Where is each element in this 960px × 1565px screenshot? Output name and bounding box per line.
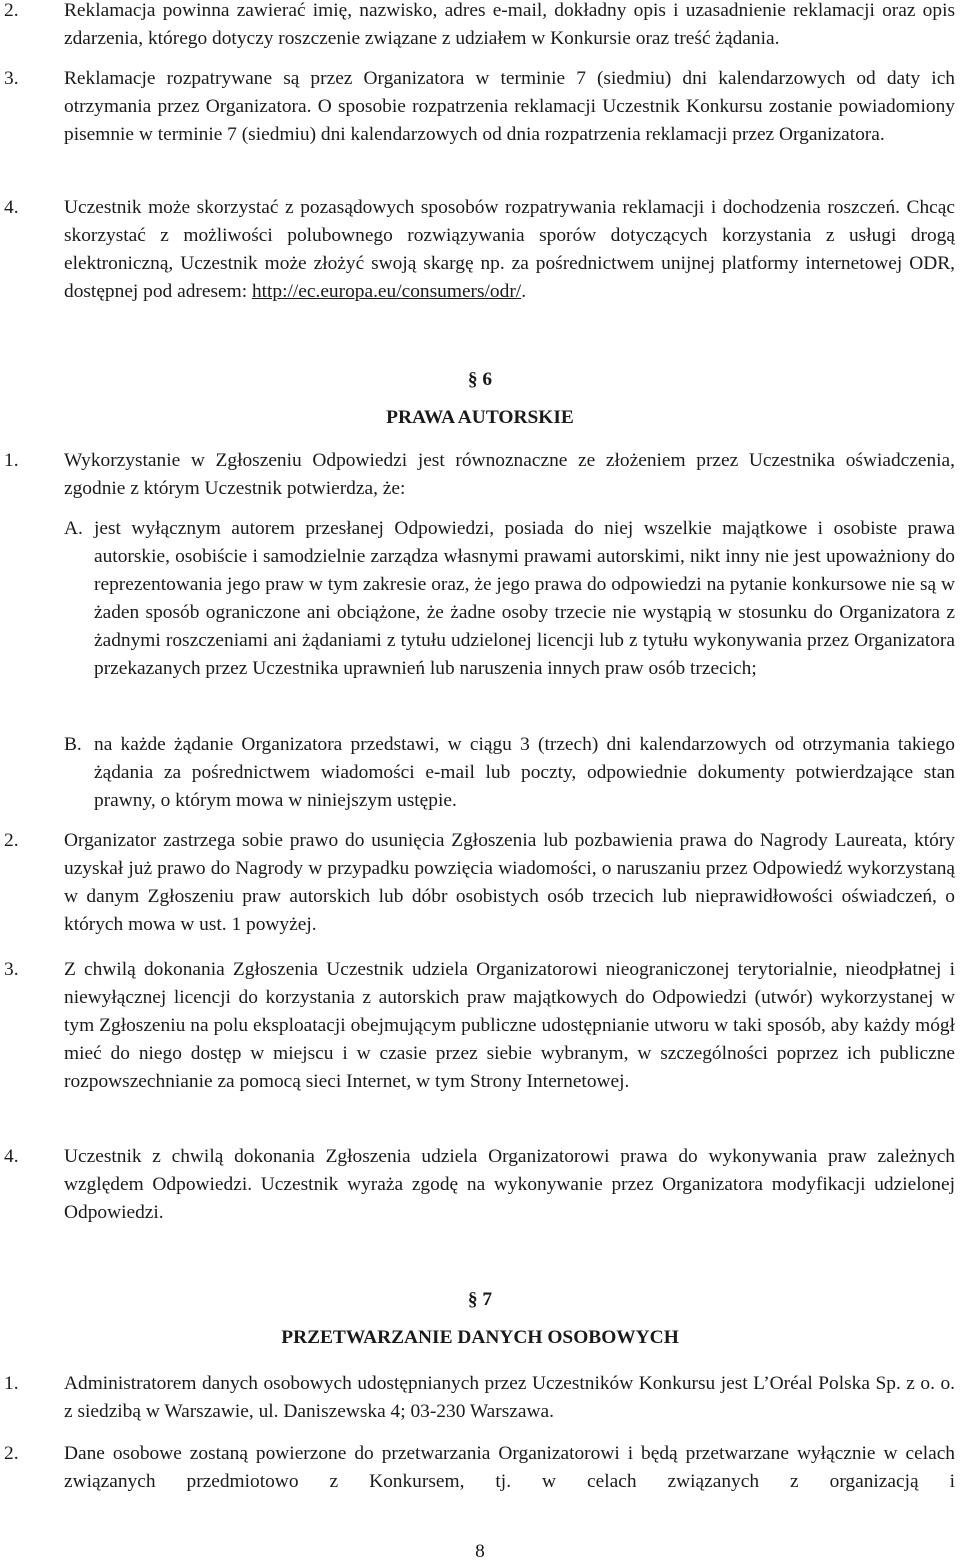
sub-list-item <box>0 731 960 815</box>
item-number: 1. <box>4 450 19 471</box>
section-title: PRZETWARZANIE DANYCH OSOBOWYCH <box>281 1327 679 1348</box>
list-item <box>0 65 960 149</box>
item-text: jest wyłącznym autorem przesłanej Odpowiedzi, posiada do niej wszelkie majątkowe i osobiste prawa autorskie, osobiście i samodzielnie zarządza własnymi prawami autorskimi, nikt inny nie jest upoważniony do reprezentowania jego praw w tym zakresie oraz, że jego prawa do odpowiedzi na pytanie konkursowe nie są w żaden sposób ograniczone ani obciążone, że żadne osoby trzecie nie wystąpią w stosunku do Organizatora z żadnymi roszczeniami ani żądaniami z tytułu udzielonej licencji lub z tytułu wykonywania przez Organizatora przekazanych przez Uczestnika uprawnień lub naruszenia innych praw osób trzecich; <box>94 518 955 679</box>
list-item <box>0 1370 960 1426</box>
item-text: Reklamacja powinna zawierać imię, nazwisko, adres e-mail, dokładny opis i uzasadnienie reklamacji oraz opis zdarzenia, którego dotyczy roszczenie związane z udziałem w Konkursie oraz treść żądania. <box>64 0 955 49</box>
section-number: § 7 <box>467 1289 493 1310</box>
item-text <box>64 194 955 306</box>
item-text: Wykorzystanie w Zgłoszeniu Odpowiedzi jest równoznaczne ze złożeniem przez Uczestnika oświadczenia, zgodnie z którym Uczestnik potwierdza, że: <box>64 450 955 499</box>
item-text-body: Uczestnik może skorzystać z pozasądowych sposobów rozpatrywania reklamacji i dochodzenia roszczeń. Chcąc skorzystać z możliwości polubownego rozwiązywania sporów dotyczących korzystania z usługi drogą elektroniczną, Uczestnik może złożyć swoją skargę np. za pośrednictwem unijnej platformy internetowej ODR, dostępnej pod adresem: <box>64 197 955 302</box>
odr-link[interactable]: http://ec.europa.eu/consumers/odr/ <box>251 281 522 302</box>
section-title: PRAWA AUTORSKIE <box>386 407 574 428</box>
section-number: § 6 <box>467 369 493 390</box>
item-text: na każde żądanie Organizatora przedstawi, w ciągu 3 (trzech) dni kalendarzowych od otrzymania takiego żądania za pośrednictwem wiadomości e-mail lub poczty, odpowiednie dokumenty potwierdzające stan prawny, o którym mowa w niniejszym ustępie. <box>94 734 955 811</box>
item-text: Uczestnik z chwilą dokonania Zgłoszenia udziela Organizatorowi prawa do wykonywania praw zależnych względem Odpowiedzi. Uczestnik wyraża zgodę na wykonywanie przez Organizatora modyfikacji udzielonej Odpowiedzi. <box>64 1146 955 1223</box>
list-item <box>0 1143 960 1227</box>
item-letter: B. <box>64 734 82 755</box>
item-number: 4. <box>4 1146 19 1167</box>
item-text-end: . <box>521 281 527 302</box>
item-number: 2. <box>4 0 19 21</box>
item-text: Reklamacje rozpatrywane są przez Organizatora w terminie 7 (siedmiu) dni kalendarzowych od daty ich otrzymania przez Organizatora. O sposobie rozpatrzenia reklamacji Uczestnik Konkursu zostanie powiadomiony pisemnie w terminie 7 (siedmiu) dni kalendarzowych od dnia rozpatrzenia reklamacji przez Organizatora. <box>64 68 955 145</box>
list-item <box>0 827 960 939</box>
sub-list-item <box>0 515 960 683</box>
list-item <box>0 194 960 306</box>
item-letter: A. <box>64 518 83 539</box>
item-number: 2. <box>4 830 19 851</box>
item-number: 3. <box>4 959 19 980</box>
item-number: 2. <box>4 1443 19 1464</box>
item-text: Administratorem danych osobowych udostępnianych przez Uczestników Konkursu jest L’Oréal Polska Sp. z o. o. z siedzibą w Warszawie, ul. Daniszewska 4; 03-230 Warszawa. <box>64 1373 955 1422</box>
page-number: 8 <box>475 1541 485 1562</box>
item-text: Organizator zastrzega sobie prawo do usunięcia Zgłoszenia lub pozbawienia prawa do Nagrody Laureata, który uzyskał już prawo do Nagrody w przypadku powzięcia wiadomości, o naruszaniu przez Odpowiedź wykorzystaną w danym Zgłoszeniu praw autorskich lub dóbr osobistych osób trzecich lub nieprawidłowości oświadczeń, o których mowa w ust. 1 powyżej. <box>64 830 955 935</box>
item-number: 3. <box>4 68 19 89</box>
item-text: Z chwilą dokonania Zgłoszenia Uczestnik udziela Organizatorowi nieograniczonej terytorialnie, nieodpłatnej i niewyłącznej licencji do korzystania z autorskich praw majątkowych do Odpowiedzi (utwór) wykorzystanej w tym Zgłoszeniu na polu eksploatacji obejmującym publiczne udostępnianie utworu w taki sposób, aby każdy mógł mieć do niego dostęp w miejscu i w czasie przez siebie wybranym, w szczególności poprzez ich publiczne rozpowszechnianie za pomocą sieci Internet, w tym Strony Internetowej. <box>64 959 955 1092</box>
section-heading <box>0 366 960 432</box>
item-number: 4. <box>4 197 19 218</box>
list-item <box>0 1440 960 1496</box>
list-item <box>0 956 960 1096</box>
item-number: 1. <box>4 1373 19 1394</box>
item-text: Dane osobowe zostaną powierzone do przetwarzania Organizatorowi i będą przetwarzane wyłącznie w celach związanych przedmiotowo z Konkursem, tj. w celach związanych z organizacją i <box>64 1443 955 1492</box>
list-item <box>0 0 960 53</box>
list-item <box>0 447 960 503</box>
section-heading <box>0 1286 960 1352</box>
